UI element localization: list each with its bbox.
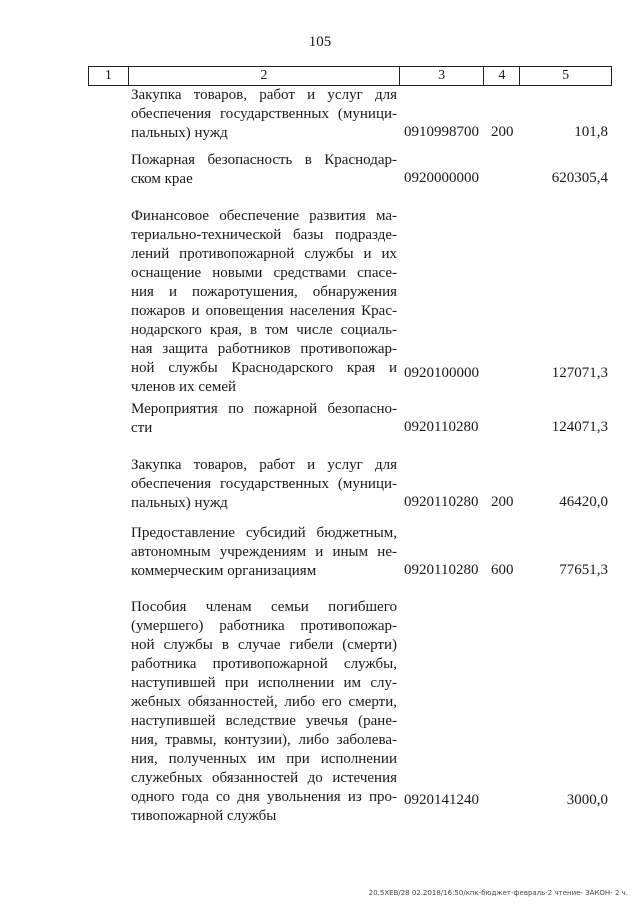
header-col-2: 2 [129,67,400,85]
row-description: Пособия членам семьи погибшего (умершего) работника противопожар- ной службы в случае гибели (смерти) работника противопожарной службы, наступившей при исполнении им слу- жебных обязанностей, либо его смерти, наступившей вследствие увечья (ране- ния, травмы, контузии), либо заболева- ния, полученных им при исполнении служебных обязанностей до истечения одного года со дня увольнения из про- тивопожарной службы [131,599,397,824]
row-code: 0920000000 [404,170,479,186]
row-sum: 101,8 [574,124,608,140]
row-sum: 620305,4 [551,170,608,186]
row-code: 0920110280 [404,494,479,510]
page-number: 105 [308,34,332,50]
row-type: 200 [491,124,514,140]
row-description: Финансовое обеспечение развития ма- териально-технической базы подразде- лений противопожарной службы и их оснащение новыми средствами спасе- ния и пожаротушения, обнаружения пожаров и оповещения населения Крас- нодарского края, в том числе социаль- ная защита работников противопожар- ной службы Краснодарского края и членов их семей [131,208,397,395]
row-type: 200 [491,494,514,510]
row-description: Предоставление субсидий бюджетным, автономным учреждениям и иным не- коммерческим организациям [131,525,397,579]
row-sum: 127071,3 [551,365,608,381]
row-description: Закупка товаров, работ и услуг для обеспечения государственных (муници- пальных) нужд [131,87,397,141]
row-sum: 46420,0 [559,494,608,510]
row-code: 0920100000 [404,365,479,381]
row-code: 0920110280 [404,562,479,578]
row-type: 600 [491,562,514,578]
header-col-5: 5 [562,68,570,83]
row-sum: 3000,0 [566,792,608,808]
header-col-4: 4 [484,67,520,85]
row-sum: 124071,3 [551,419,608,435]
row-code: 0910998700 [404,124,479,140]
row-description: Мероприятия по пожарной безопасно- сти [131,401,397,436]
header-col-3: 3 [400,67,485,85]
row-description: Закупка товаров, работ и услуг для обеспечения государственных (муници- пальных) нужд [131,457,397,511]
table-header [88,66,612,86]
header-col-1: 1 [89,67,129,85]
row-sum: 77651,3 [559,562,608,578]
document-footer: 20.5XEB/28 02.2018/16:50/кпк-бюджет-февраль-2 чтение- ЗАКОН- 2 ч. [368,889,628,897]
row-code: 0920110280 [404,419,479,435]
row-code: 0920141240 [404,792,479,808]
row-description: Пожарная безопасность в Краснодар- ском крае [131,152,397,187]
